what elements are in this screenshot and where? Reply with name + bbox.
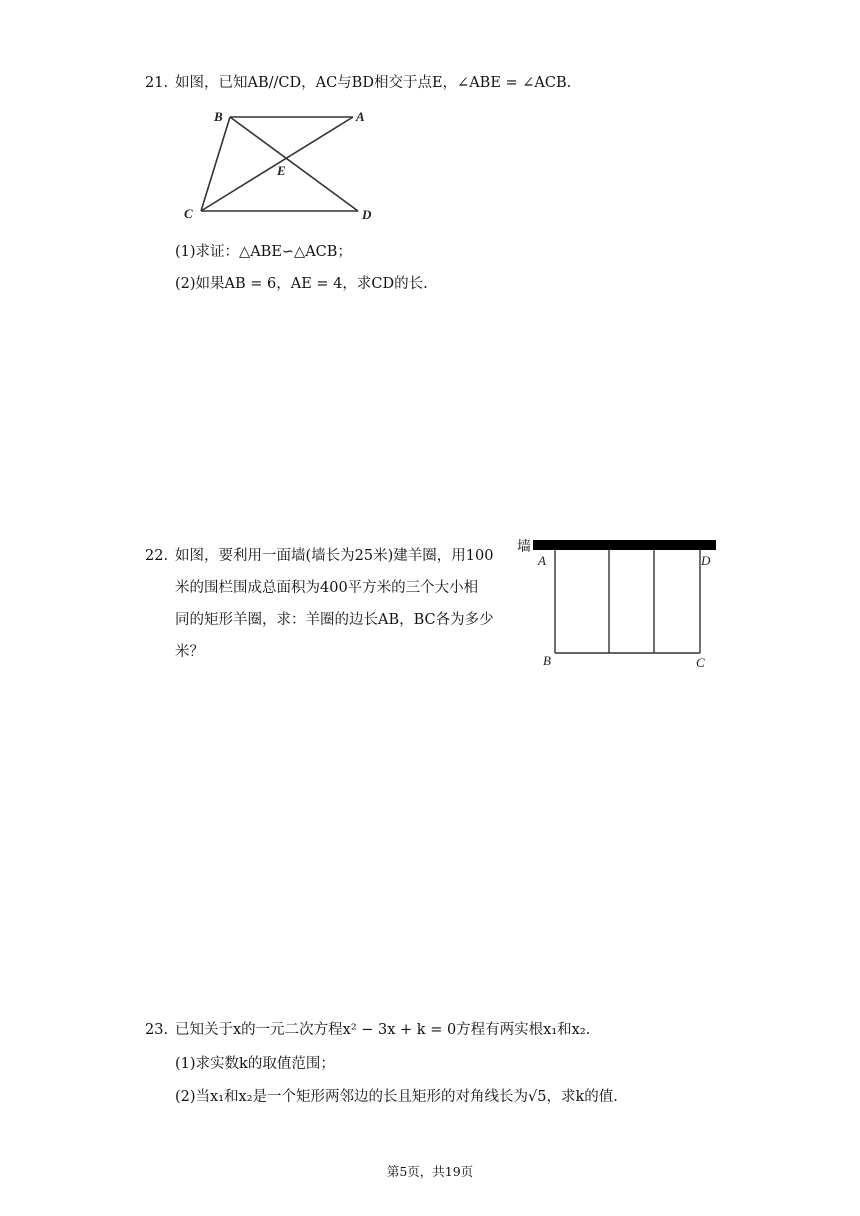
q22-text <box>175 546 494 662</box>
q21-number: 21. <box>145 75 169 91</box>
page-footer: 第5页，共19页 <box>386 1164 474 1179</box>
q21-part2: (2)如果AB = 6，AE = 4，求CD的长. <box>175 276 428 292</box>
q22-line-3: 同的矩形羊圈，求：羊圈的边长AB，BC各为多少 <box>175 612 494 628</box>
q21-part1: (1)求证：△ABE∽△ACB； <box>175 244 352 260</box>
label-c: C <box>184 206 193 221</box>
q23-part2: (2)当x₁和x₂是一个矩形两邻边的长且矩形的对角线长为√5，求k的值. <box>175 1089 618 1105</box>
label-c: C <box>696 655 705 670</box>
wall <box>533 540 716 550</box>
q22-line-2: 米的围栏围成总面积为400平方米的三个大小相 <box>175 580 479 596</box>
label-d: D <box>701 553 711 568</box>
q21-figure <box>180 104 390 226</box>
segment-bd <box>230 117 358 211</box>
q23-part1: (1)求实数k的取值范围； <box>175 1056 335 1072</box>
wall-label: 墙 <box>517 540 531 555</box>
segment-bc <box>201 117 230 211</box>
label-a: A <box>538 553 546 568</box>
q22-line-1: 如图，要利用一面墙(墙长为25米)建羊圈，用100 <box>175 548 494 564</box>
label-b: B <box>214 109 223 124</box>
label-a: A <box>356 109 365 124</box>
q23-stem: 已知关于x的一元二次方程x² − 3x + k = 0方程有两实根x₁和x₂. <box>175 1022 591 1038</box>
label-d: D <box>362 207 372 222</box>
label-b: B <box>543 653 551 668</box>
q21-stem: 如图，已知AB//CD，AC与BD相交于点E，∠ABE = ∠ACB. <box>175 75 572 91</box>
label-e: E <box>277 163 286 178</box>
q23-number: 23. <box>145 1022 169 1038</box>
q22-number: 22. <box>145 548 169 564</box>
q22-line-4: 米？ <box>175 644 204 660</box>
q22-figure <box>514 532 720 674</box>
